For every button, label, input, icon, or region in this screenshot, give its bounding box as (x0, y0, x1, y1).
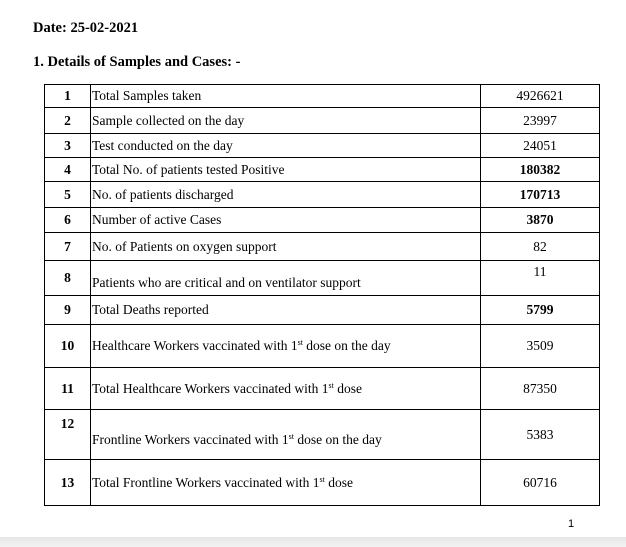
row-number: 6 (45, 208, 91, 233)
report-date: Date: 25-02-2021 (33, 20, 139, 36)
row-label: Total Samples taken (91, 85, 481, 108)
row-number: 9 (45, 296, 91, 325)
row-number: 2 (45, 108, 91, 134)
row-label (91, 460, 481, 506)
row-value: 82 (481, 233, 600, 261)
row-value: 3870 (481, 208, 600, 233)
row-number: 4 (45, 158, 91, 182)
row-value: 180382 (481, 158, 600, 182)
row-label-text: Total Healthcare Workers vaccinated with 1 (92, 380, 329, 396)
row-label: No. of patients discharged (91, 182, 481, 208)
section-title: 1. Details of Samples and Cases: - (33, 54, 241, 70)
row-label (91, 325, 481, 368)
row-label: Test conducted on the day (91, 134, 481, 158)
table-row (45, 368, 600, 410)
row-value: 60716 (481, 460, 600, 506)
row-number: 1 (45, 85, 91, 108)
row-label-text: Total Frontline Workers vaccinated with 1 (92, 474, 320, 490)
row-value: 11 (481, 261, 600, 296)
row-label: Number of active Cases (91, 208, 481, 233)
table-row (45, 261, 600, 296)
row-number: 10 (45, 325, 91, 368)
row-value: 5383 (481, 410, 600, 460)
row-label-text: dose (333, 380, 362, 396)
ordinal-suffix: st (297, 338, 303, 347)
table-row (45, 410, 600, 460)
row-label-text: dose on the day (293, 432, 382, 447)
row-number: 7 (45, 233, 91, 261)
row-label: No. of Patients on oxygen support (91, 233, 481, 261)
row-label: Total Deaths reported (91, 296, 481, 325)
table-row (45, 233, 600, 261)
ordinal-suffix: st (319, 474, 325, 484)
row-number: 11 (45, 368, 91, 410)
table-row (45, 85, 600, 108)
row-number: 13 (45, 460, 91, 506)
table-row (45, 460, 600, 506)
page-edge (0, 537, 626, 547)
row-value: 23997 (481, 108, 600, 134)
row-value: 87350 (481, 368, 600, 410)
row-number: 12 (45, 410, 91, 460)
row-value: 24051 (481, 134, 600, 158)
table-row (45, 296, 600, 325)
row-value: 170713 (481, 182, 600, 208)
table-row (45, 182, 600, 208)
row-value: 4926621 (481, 85, 600, 108)
row-label: Total No. of patients tested Positive (91, 158, 481, 182)
row-number: 3 (45, 134, 91, 158)
row-label: Patients who are critical and on ventilator support (91, 261, 481, 296)
row-label-text: dose (324, 474, 354, 490)
row-label (91, 368, 481, 410)
table-row (45, 134, 600, 158)
row-number: 5 (45, 182, 91, 208)
row-label-text: Frontline Workers vaccinated with 1 (92, 432, 289, 447)
samples-cases-table (44, 84, 600, 506)
table-row (45, 208, 600, 233)
row-label-text: dose on the day (302, 338, 391, 353)
ordinal-suffix: st (328, 380, 334, 390)
row-number: 8 (45, 261, 91, 296)
ordinal-suffix: st (288, 432, 294, 441)
table-row (45, 158, 600, 182)
row-value: 3509 (481, 325, 600, 368)
row-label: Sample collected on the day (91, 108, 481, 134)
row-label (91, 410, 481, 460)
page-number: 1 (568, 518, 575, 530)
row-label-text: Healthcare Workers vaccinated with 1 (92, 338, 298, 353)
table-row (45, 108, 600, 134)
row-value: 5799 (481, 296, 600, 325)
table-row (45, 325, 600, 368)
